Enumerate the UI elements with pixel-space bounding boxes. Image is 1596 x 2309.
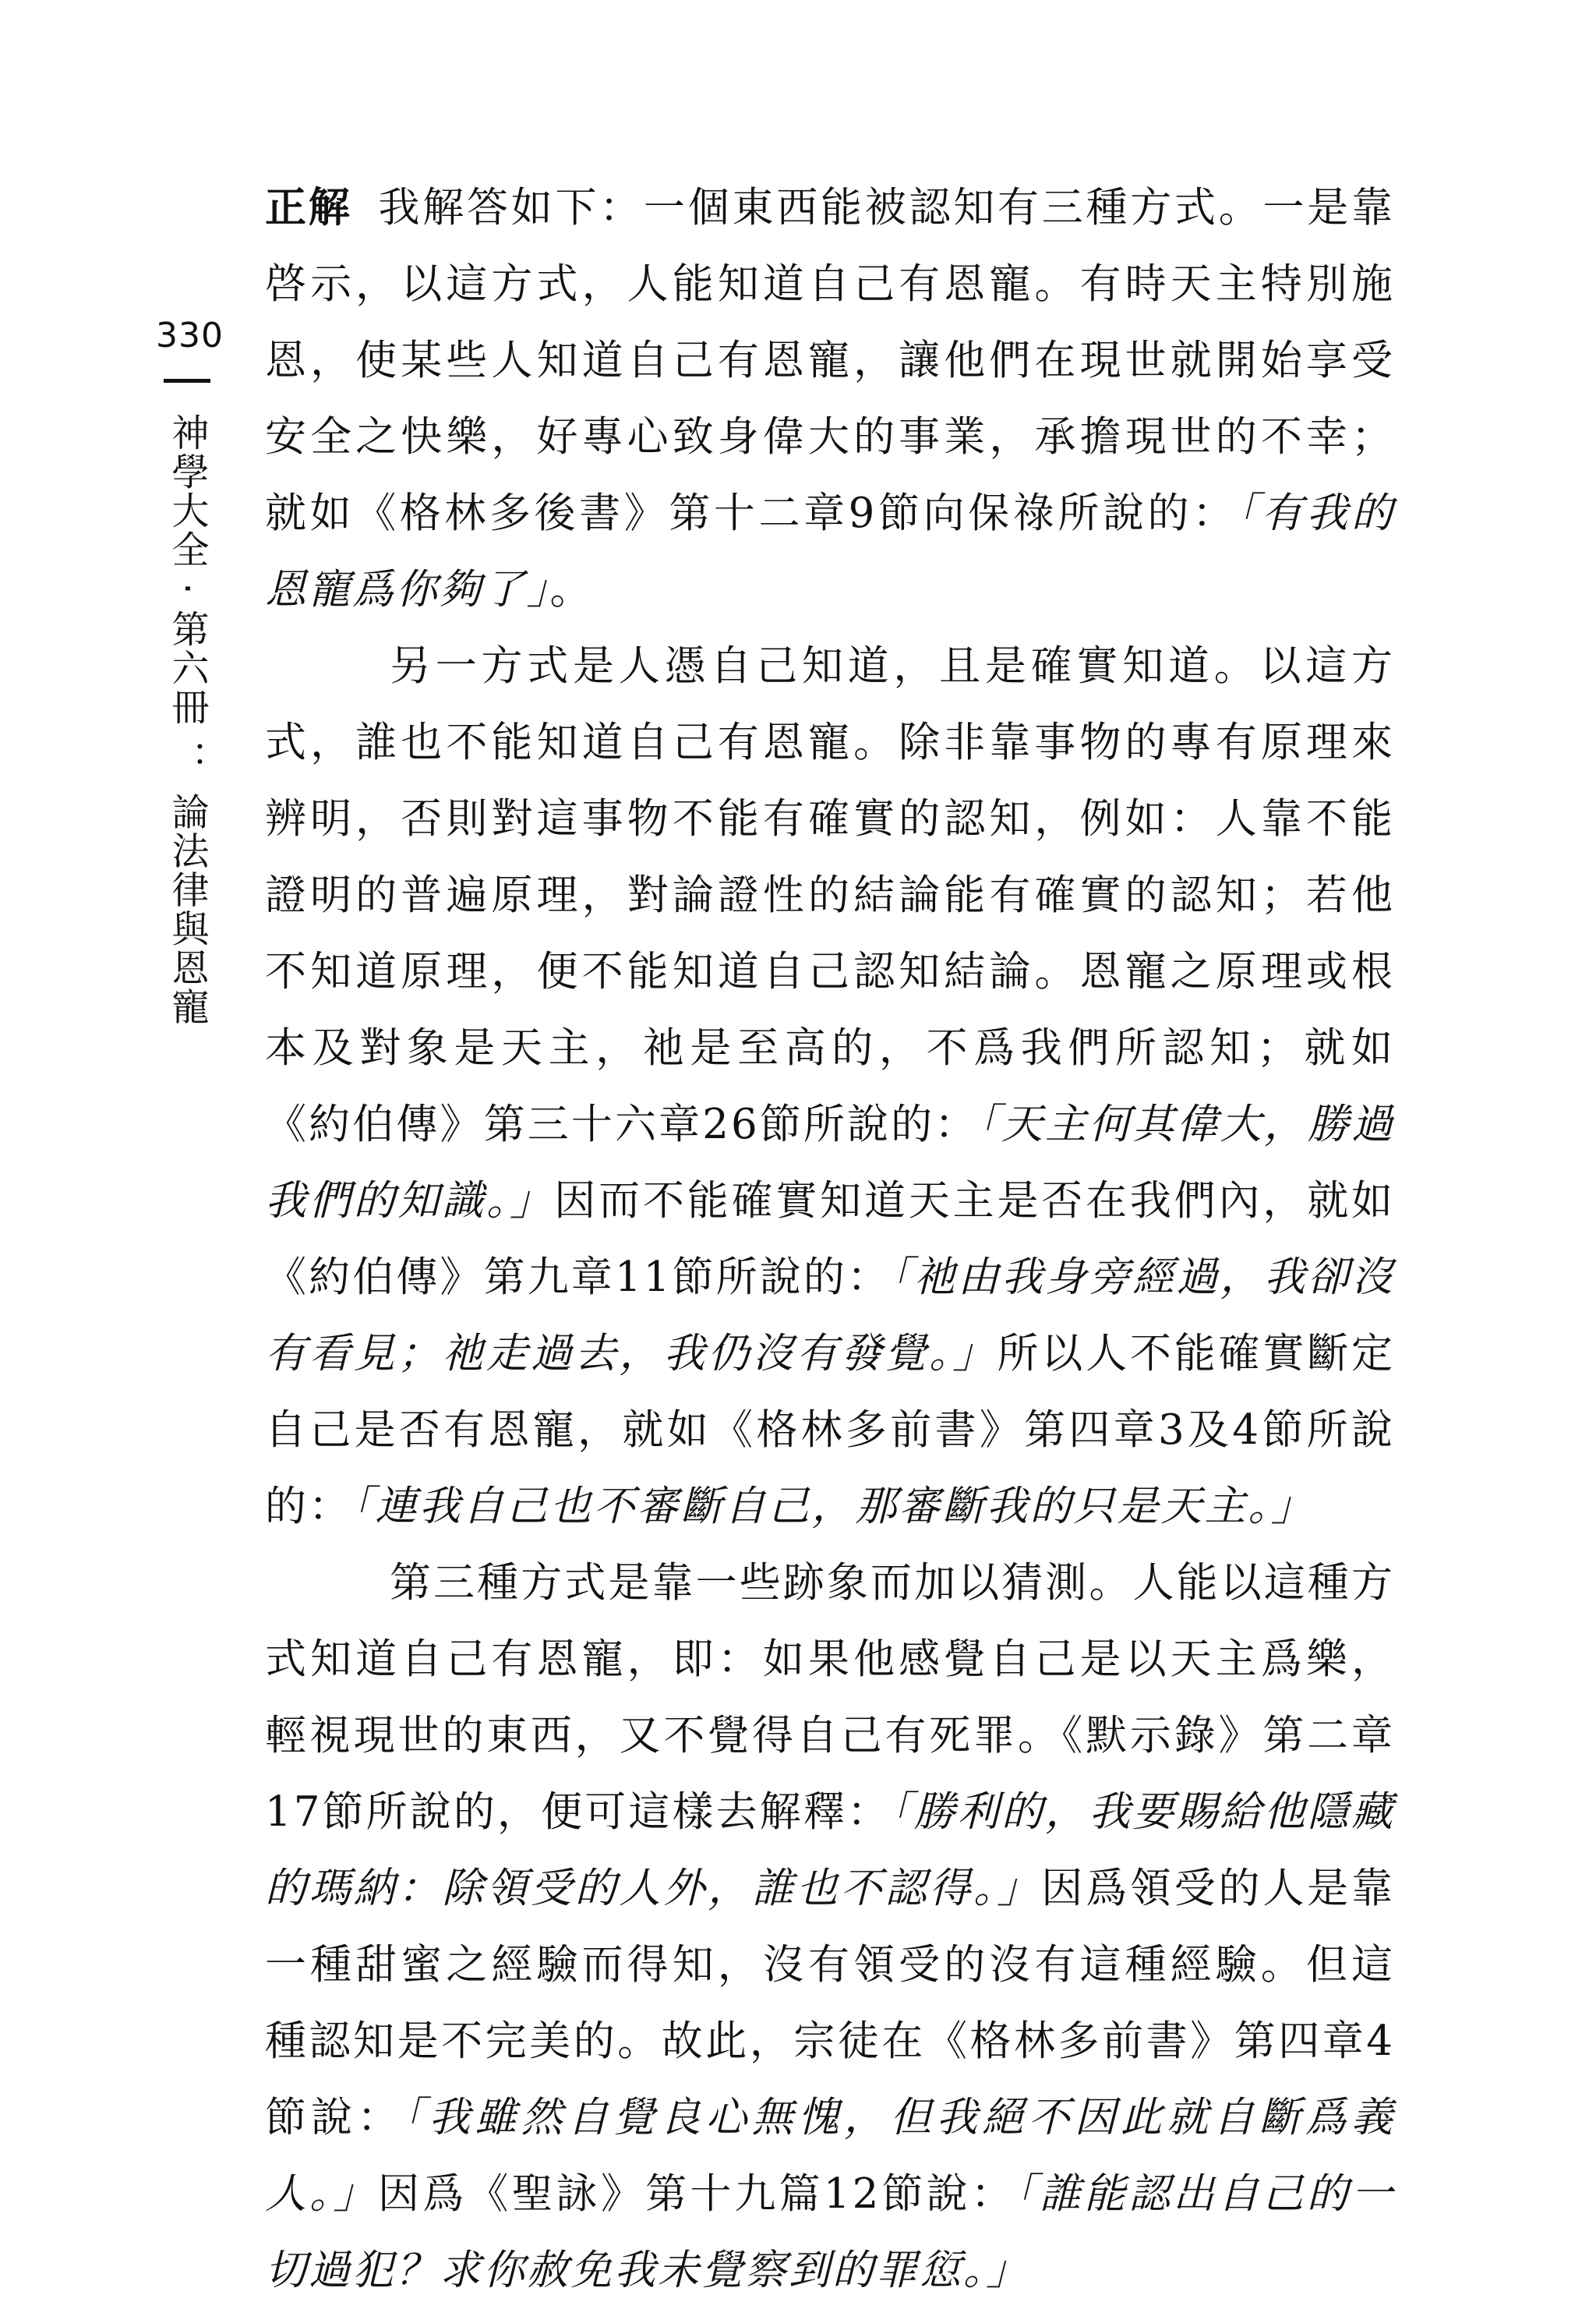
section-term: 正解 [265,184,352,232]
paragraph-2-text-2: 因而不能確實知道天主是否在我們內，就如《約伯傳》第九章11節所說的： [265,1177,1396,1301]
paragraph-1-text-1: 我解答如下：一個東西能被認知有三種方式。一是靠啓示，以這方式，人能知道自己有恩寵。有時天主特別施恩，使某些人知道自己有恩寵，讓他們在現世就開始享受安全之快樂，好專心致身偉大的事業，承擔現世的不幸；就如《格林多後書》第十二章9節向保祿所說的： [265,184,1395,537]
paragraph-3-text-2: 因爲領受的人是靠一種甜蜜之經驗而得知，沒有領受的沒有這種經驗。但這種認知是不完美的。故此，宗徒在《格林多前書》第四章4節說： [265,1865,1396,2141]
page-number: 330 [156,316,224,355]
running-head: 神學大全 · 第六冊 ： 論法律與恩寵 [165,413,209,1027]
paragraph-3 [265,1545,1395,2309]
paragraph-2-quote-1: 「天主何其偉大，勝過我們的知識。」 [265,1101,1395,1225]
paragraph-3-quote-2: 「我雖然自覺良心無愧，但我絕不因此就自斷爲義人。」 [265,2094,1395,2218]
paragraph-3-quote-3: 「誰能認出自己的一切過犯？求你赦免我未覺察到的罪愆。」 [265,2170,1396,2294]
paragraph-2 [265,628,1395,1545]
paragraph-1-text-2: 。 [549,566,594,613]
paragraph-2-text-3: 所以人不能確實斷定自己是否有恩寵，就如《格林多前書》第四章3及4節所說的： [265,1330,1396,1530]
body-text [265,170,1395,2309]
paragraph-3-text-1: 第三種方式是靠一些跡象而加以猜測。人能以這種方式知道自己有恩寵，即：如果他感覺自己是以天主爲樂，輕視現世的東西，又不覺得自己有死罪。《默示錄》第二章17節所說的，便可這樣去解釋： [265,1559,1395,1836]
paragraph-2-quote-3: 「連我自己也不審斷自己，那審斷我的只是天主。」 [352,1483,1315,1530]
paragraph-2-quote-2: 「祂由我身旁經過，我卻沒有看見；祂走過去，我仍沒有發覺。」 [265,1254,1395,1377]
paragraph-2-text-1: 另一方式是人憑自己知道，且是確實知道。以這方式，誰也不能知道自己有恩寵。除非靠事物的專有原理來辨明，否則對這事物不能有確實的認知，例如：人靠不能證明的普遍原理，對論證性的結論能有確實的認知；若他不知道原理，便不能知道自己認知結論。恩寵之原理或根本及對象是天主，祂是至高的，不爲我們所認知；就如《約伯傳》第三十六章26節所說的： [265,642,1395,1148]
paragraph-1 [265,170,1395,628]
margin-rule [164,379,210,383]
paragraph-3-text-3: 因爲《聖詠》第十九篇12節說： [378,2170,1016,2218]
paragraph-3-quote-1: 「勝利的，我要賜給他隱藏的瑪納：除領受的人外，誰也不認得。」 [265,1788,1395,1912]
paragraph-1-quote-1: 「有我的恩寵爲你夠了」 [265,490,1395,613]
